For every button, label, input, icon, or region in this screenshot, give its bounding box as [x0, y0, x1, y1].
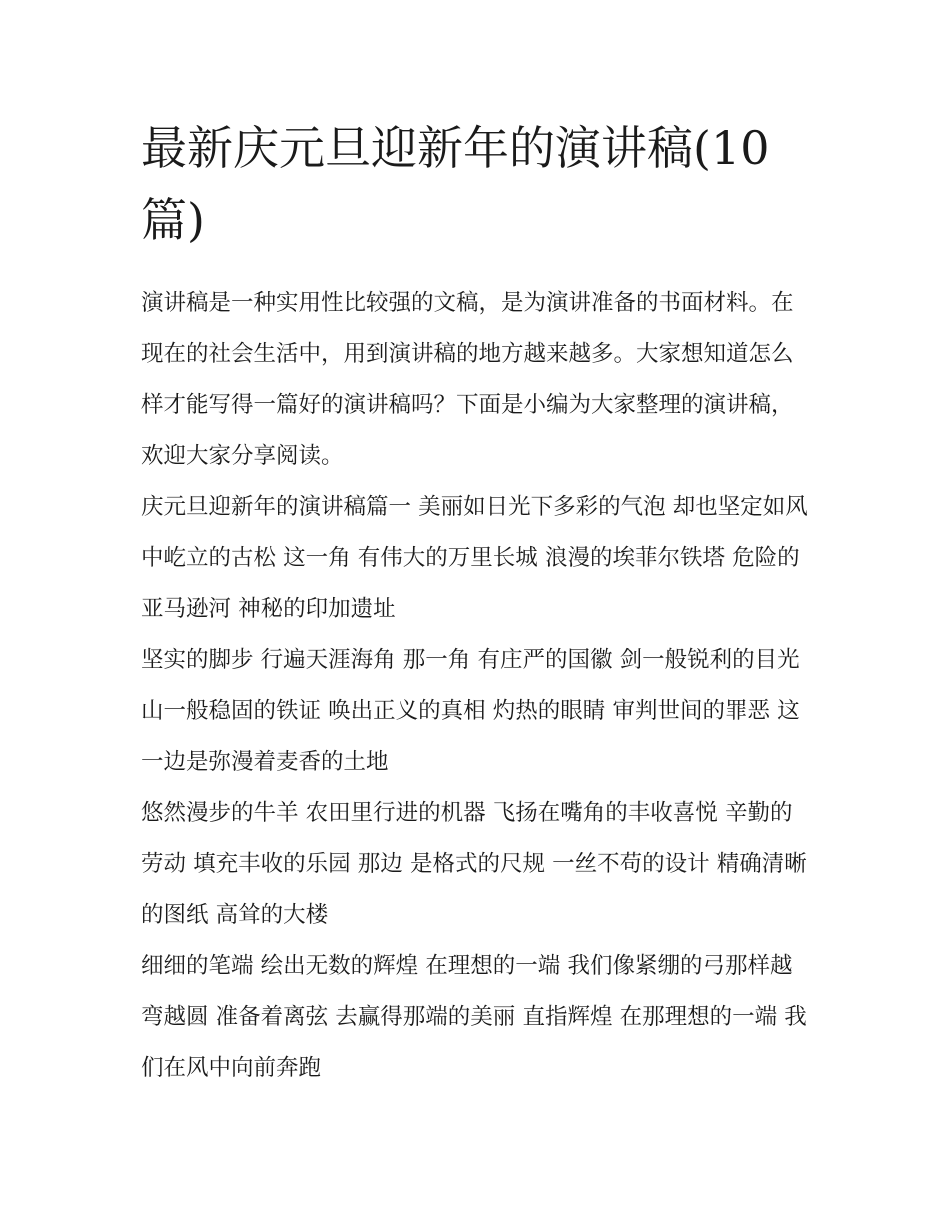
document-title: 最新庆元旦迎新年的演讲稿(10篇) — [141, 121, 770, 247]
intro-paragraph: 演讲稿是一种实用性比较强的文稿，是为演讲准备的书面材料。在现在的社会生活中，用到演讲稿的地方越来越多。大家想知道怎么样才能写得一篇好的演讲稿吗？下面是小编为大家整理的演讲稿，欢迎大家分享阅读。 — [141, 290, 794, 469]
speech-paragraph-1: 庆元旦迎新年的演讲稿篇一 美丽如日光下多彩的气泡 却也坚定如风中屹立的古松 这一角 有伟大的万里长城 浪漫的埃菲尔铁塔 危险的亚马逊河 神秘的印加遗址 — [141, 494, 808, 622]
speech-paragraph-2: 坚实的脚步 行遍天涯海角 那一角 有庄严的国徽 剑一般锐利的目光 山一般稳固的铁证 唤出正义的真相 灼热的眼睛 审判世间的罪恶 这一边是弥漫着麦香的土地 — [141, 647, 800, 775]
speech-paragraph-4: 细细的笔端 绘出无数的辉煌 在理想的一端 我们像紧绷的弓那样越弯越圆 准备着离弦 去赢得那端的美丽 直指辉煌 在那理想的一端 我们在风中向前奔跑 — [141, 953, 807, 1081]
document-page — [141, 112, 813, 1094]
speech-paragraph-3: 悠然漫步的牛羊 农田里行进的机器 飞扬在嘴角的丰收喜悦 辛勤的劳动 填充丰收的乐园 那边 是格式的尺规 一丝不苟的设计 精确清晰的图纸 高耸的大楼 — [141, 800, 807, 928]
